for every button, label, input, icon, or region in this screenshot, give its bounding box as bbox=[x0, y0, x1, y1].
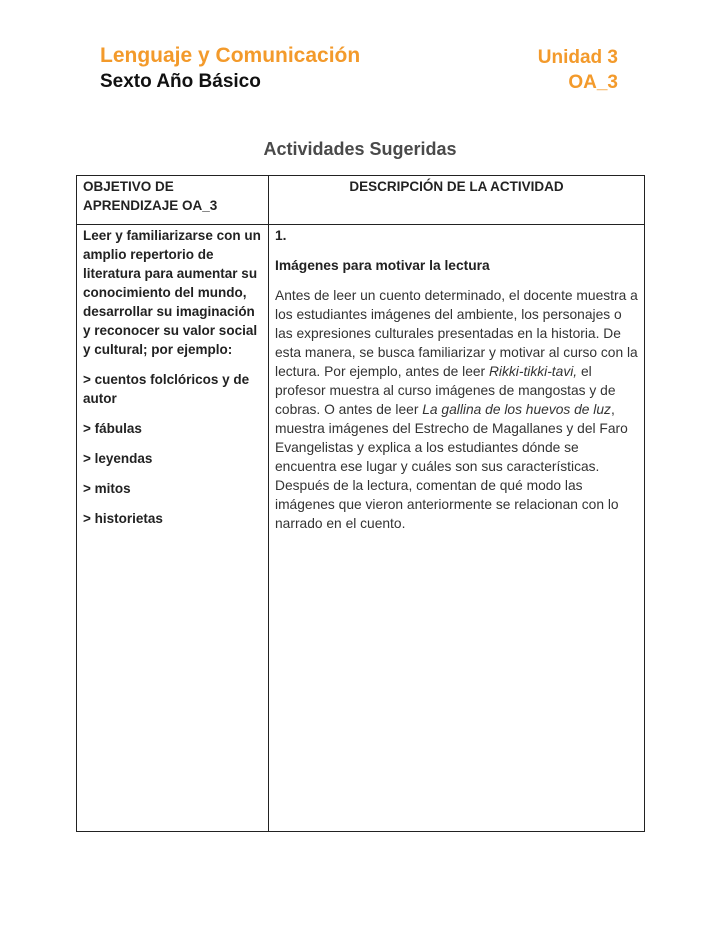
activity-description bbox=[275, 286, 638, 533]
table-header-row bbox=[77, 176, 645, 225]
activity-title: Imágenes para motivar la lectura bbox=[275, 258, 490, 273]
book-title: Rikki-tikki-tavi, bbox=[488, 364, 578, 379]
objective-code: OA_3 bbox=[568, 72, 618, 93]
objective-item: > cuentos folclóricos y de autor bbox=[83, 372, 250, 406]
activity-text: , muestra imágenes del Estrecho de Magallanes y del Faro Evangelistas y explica a los estudiantes dónde se encuentra ese lugar y cuáles son sus características. Después de la lectura, comentan de qué modo las imágenes que vieron anteriormente se relacionan con lo narrado en el cuento. bbox=[275, 402, 628, 531]
header-right bbox=[538, 45, 618, 95]
objective-cell bbox=[77, 225, 269, 832]
objective-column-header: OBJETIVO DE APRENDIZAJE OA_3 bbox=[77, 176, 269, 225]
header-left bbox=[100, 43, 360, 94]
description-column-header: DESCRIPCIÓN DE LA ACTIVIDAD bbox=[269, 176, 645, 225]
objective-item: > historietas bbox=[83, 511, 163, 526]
objective-intro: Leer y familiarizarse con un amplio repertorio de literatura para aumentar su conocimiento del mundo, desarrollar su imaginación y reconocer su valor social y cultural; por ejemplo: bbox=[83, 228, 261, 357]
objective-item: > fábulas bbox=[83, 421, 142, 436]
objective-item: > mitos bbox=[83, 481, 131, 496]
objective-item: > leyendas bbox=[83, 451, 153, 466]
description-cell bbox=[269, 225, 645, 832]
activities-table bbox=[76, 175, 645, 832]
unit-label: Unidad 3 bbox=[537, 47, 618, 68]
activity-text: el profesor muestra al curso imágenes de mangostas y de cobras. O antes de leer bbox=[275, 364, 616, 417]
subject-title: Lenguaje y Comunicación bbox=[100, 44, 361, 67]
grade-title: Sexto Año Básico bbox=[100, 71, 261, 92]
activity-number: 1. bbox=[275, 228, 287, 243]
table-row bbox=[77, 225, 645, 832]
book-title: La gallina de los huevos de luz bbox=[422, 402, 611, 417]
activity-text: Antes de leer un cuento determinado, el docente muestra a los estudiantes imágenes del ambiente, los personajes o las expresiones culturales presentadas en la historia. De esta manera, se busca familiarizar y motivar al curso con la lectura. Por ejemplo, antes de leer bbox=[275, 288, 638, 379]
page-title: Actividades Sugeridas bbox=[263, 139, 457, 159]
